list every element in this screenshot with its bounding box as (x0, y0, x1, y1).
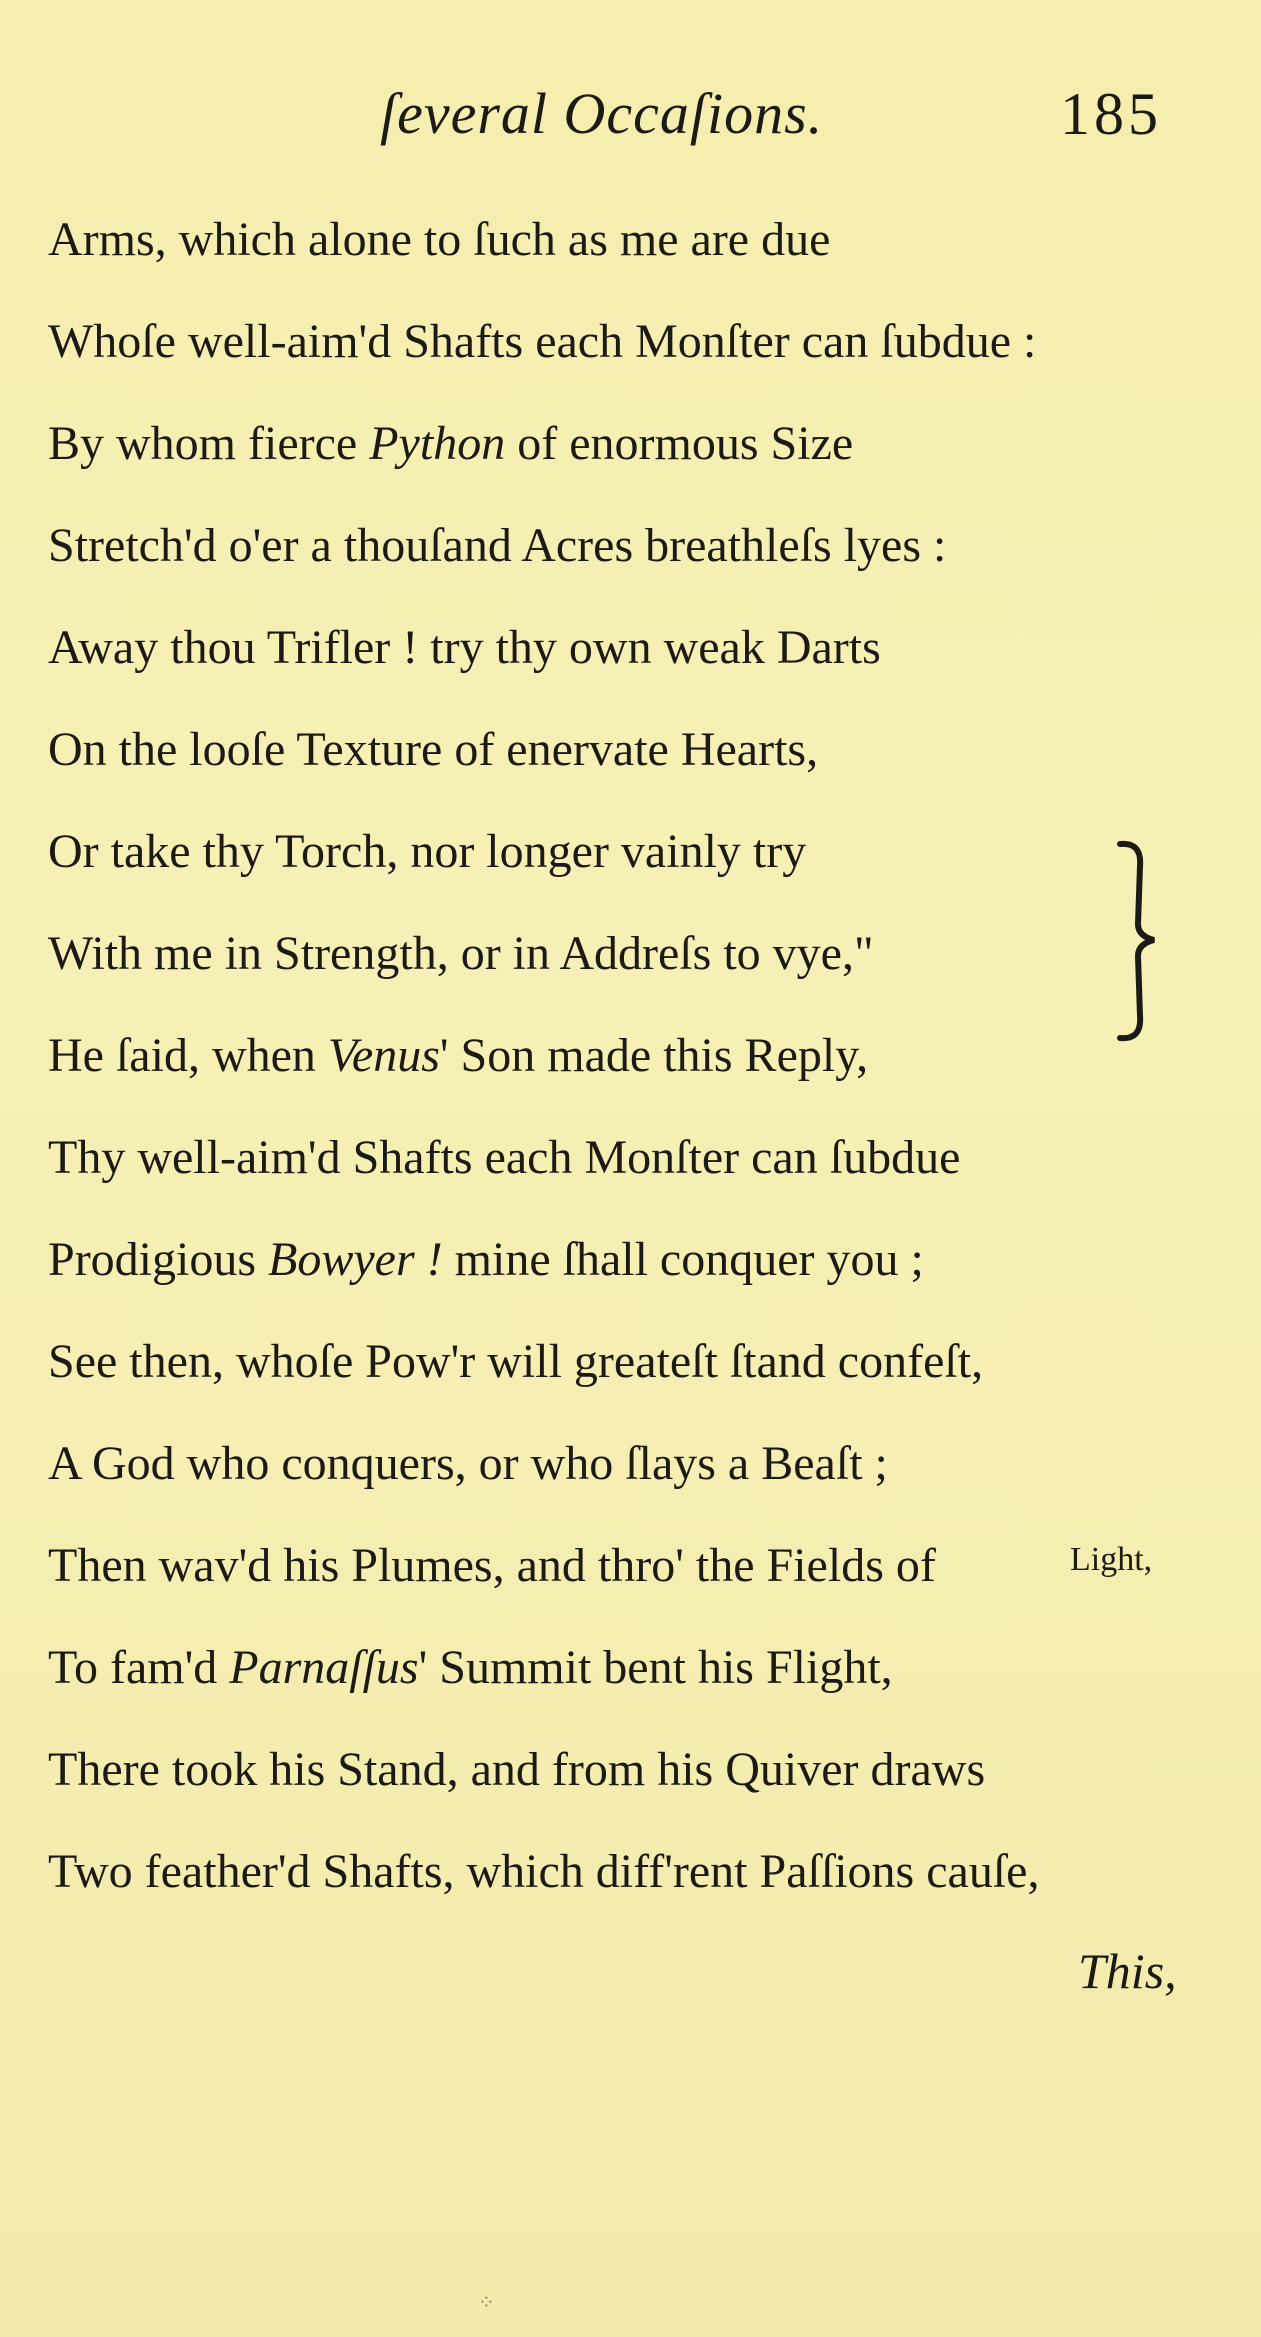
verse-line: Then wav'd his Plumes, and thro' the Fields of (48, 1539, 936, 1592)
verse-line: Prodigious Bowyer ! mine ſhall conquer you ; (48, 1233, 924, 1286)
verse-line: On the looſe Texture of enervate Hearts, (48, 723, 819, 776)
catchword: This, (1078, 1943, 1177, 1999)
page-number: 185 (1060, 81, 1162, 147)
running-head: ſeveral Occaſions. (380, 81, 824, 146)
verse-line: Whoſe well-aim'd Shafts each Monſter can ſubdue : (48, 315, 1037, 368)
verse-line: Arms, which alone to ſuch as me are due (48, 213, 831, 266)
verse-line: See then, whoſe Pow'r will greateſt ſtand confeſt, (48, 1335, 984, 1388)
verse-line: He ſaid, when Venus' Son made this Reply, (48, 1029, 869, 1082)
triplet-brace-icon (1112, 836, 1172, 1046)
verse-line: By whom fierce Python of enormous Size (48, 417, 854, 470)
verse-line: To fam'd Parnaſſus' Summit bent his Flight, (48, 1641, 893, 1694)
verse-line: Stretch'd o'er a thouſand Acres breathleſs lyes : (48, 519, 947, 572)
verse-line: Away thou Trifler ! try thy own weak Darts (48, 621, 881, 674)
verse-line: Thy well-aim'd Shafts each Monſter can ſubdue (48, 1131, 961, 1184)
verse-line: There took his Stand, and from his Quiver draws (48, 1743, 986, 1796)
turnover-word: Light, (1070, 1541, 1153, 1578)
verse-line: Or take thy Torch, nor longer vainly try (48, 825, 807, 878)
verse-line: Two feather'd Shafts, which diff'rent Paſſions cauſe, (48, 1845, 1040, 1898)
ink-speck-icon: ⁘ (478, 2292, 495, 2314)
verse-line: With me in Strength, or in Addreſs to vye," (48, 927, 874, 980)
verse-line: A God who conquers, or who ſlays a Beaſt ; (48, 1437, 888, 1490)
